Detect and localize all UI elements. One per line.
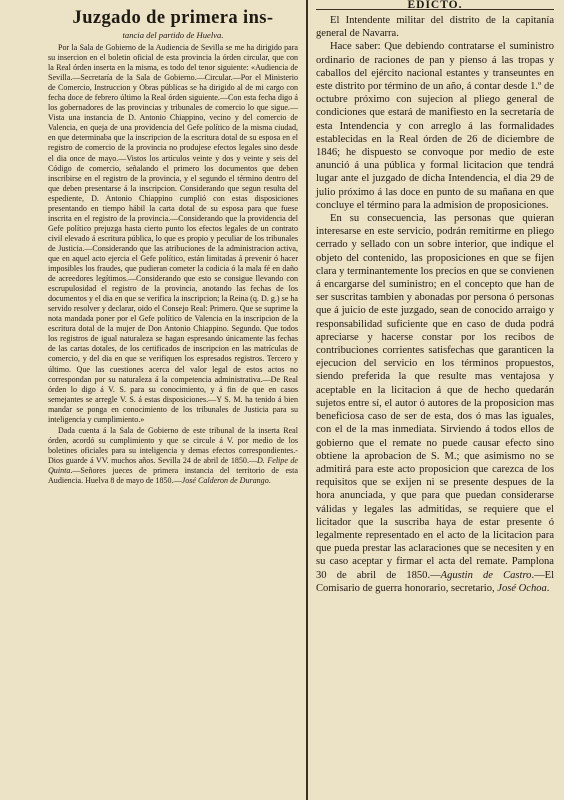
edicto-para-3 — [316, 212, 554, 595]
right-column — [316, 0, 554, 595]
closing-signer-2: José Calderon de Durango — [181, 476, 269, 486]
closing-text-part: Dada cuenta á la Sala de Gobierno de este tribunal de la inserta Real órden, acordó su cumplimiento y que se circule á V. por medio de los boletines oficiales para su inteligencia y demas efectos correspondientes.-Dios guarde á VV. muchos años. Sevilla 24 de abril de 1850.— — [48, 425, 298, 465]
closing-text-tail: .—Señores jueces de primera instancia del territorio de esta Audiencia. Huelva 8 de mayo de 1850.— — [48, 465, 298, 486]
left-subheading: tancia del partido de Huelva. — [122, 30, 224, 40]
edicto-heading: EDICTO. — [407, 0, 463, 11]
edicto-signer: Agustin de Castro — [440, 569, 532, 581]
edicto-sig-end: . — [546, 582, 550, 594]
closing-signer: D. Felipe de Quinta — [48, 455, 298, 475]
left-body-text: Por la Sala de Gobierno de la Audiencia de Sevilla se me ha dirigido para su insercion en el boletin oficial de esta provincia la órden circular, que con la Real órden inserta en la misma, es todo del tenor siguiente: «Audiencia de Sevilla.—Secretaría de la Sala de Gobierno.—Circular.—Por el Ministerio de Comercio, Instruccion y Obras públicas se ha dirigido al de mi cargo con fecha doce de febrero último la Real órden siguiente.—Con esta fecha digo á los gobernadores de las provincias y tribunales de comercio lo que sigue.—Vista una instancia de D. Antonio Chiappino, vecino y del comercio de Valencia, en queja de una providencia del Gefe político de la misma ciudad, en que determinaba que la inscripcion de la escritura dotal de su esposa en el registro de comercio de la provincia no produjese efectos legales sino desde el dia once de mayo.—Vistos los artículos veinte y dos y veinte y seis del Código de comercio, señalando el primero los documentos que deben inscribirse en el registro de la provincia, y el segundo el término dentro del que deben presentarse á la inscripcion. Considerando que segun resulta del espediente, D. Antonio Chiappino cumplió con estas disposiciones presentando en tiempo hábil la carta dotal de su esposa para que fuese inscrita en el registro de la provincia.—Considerando que la providencia del Gefe político prejuzga hasta cierto punto los efectos legales de un contrato civil elevado á escritura pública, lo que es propio y peculiar de los tribunales de Justicia.—Considerando que las atribuciones de la administracion activa, que en aquel acto ejercia el Gefe político, están limitadas á prevenir ó hacer imposibles los fraudes, que pudieran cometer la codicia ó la mala fé en daño de acreedores legítimos.—Considerando que esto se consigue llevando con escrupulosidad el registro de la provincia, anotando las fechas de los documentos y el dia en que se verifica la inscripcion; la Reina (q. D. g.) se ha servido resolver y declarar, oido el Consejo Real: Primero. Que se suprime la nota mandada poner por el Gefe político de Valencia en la inscripcion de la escritura dotal de la mujer de Don Antonio Chiappino. Segundo. Que todos los registros de igual naturaleza se hagan espresando únicamente las fechas de las cartas dotales, de los certificados de inscripcion en las matrículas de comercio, y del dia en que se verifiquen los espresados registros. Tercero y último. Que las cuestiones acerca del valor legal de estos actos no correspondan por su naturaleza á la competencia administrativa.—De Real órden lo digo á V. S. para su conocimiento, y á fin de que en casos semejantes se arregle V. S. á estas disposiciones.—Y S. M. ha tenido á bien mandar se ponga en conocimiento de los tribunales de Justicia para su inteligencia y cumplimiento.» — [48, 43, 298, 424]
edicto-sig-mid: .—El Comisario de guerra honorario, secretario, — [316, 569, 554, 594]
column-divider — [306, 0, 308, 800]
edicto-sig-prefix: — — [430, 569, 441, 581]
left-column — [48, 6, 298, 486]
edicto-para-3-text: En su consecuencia, las personas que quieran interesarse en este servicio, podrán remitirme en pliego cerrado y sellado con un sobre interior, que indique el objeto del contenido, las proposiciones en que se fijen clara y terminantemente los precios en que se convienen á encargarse del suministro; en el concepto que han de ser suscritas tambien y abonadas por persona ó personas que á juicio de este juzgado, sean de conocido arraigo y responsabilidad suficiente que en caso de duda podrá apreciarse y hacerse constar por los recibos de contribuciones corrientes satisfechas que garanticen la ejecucion del servicio en los términos propuestos, siendo preferida la que resulte mas ventajosa y aceptable en la licitacion á que de hecho quedarán sujetos entre sí, el autor ó autores de la proposicion mas beneficiosa caso de ser de esta, dos ó mas las iguales, con el de la mas inmediata. Sirviendo á todos ellos de gobierno que el remate no puede causar efecto sino obtiene la aprobacion de S. M.; que asimismo no se admitirá para este acto proposicion que carezca de los requisitos que se exijen ni se presente despues de la hora anunciada, y que para que puedan considerarse válidas y legales las admitidas, se requiere que el licitador que la suscriba haya de estar presente ó legalmente representado en el acto de la licitacion para que pueda prestar las aclaraciones que se necesiten y en su caso aceptar y firmar el acta del remate. Pamplona 30 de abril de 1850. — [316, 213, 554, 581]
edicto-signer-2: José Ochoa — [497, 582, 547, 594]
edicto-para-1: El Intendente militar del distrito de la capitanía general de Navarra. — [316, 15, 554, 40]
closing-end: . — [268, 476, 271, 486]
left-closing-text — [48, 426, 298, 486]
edicto-para-2: Hace saber: Que debiendo contratarse el suministro ordinario de raciones de pan y pienso á las tropas y caballos del ejército nacional estantes y transeuntes en este distrito por término de un año, á contar desde 1.º de octubre próximo con sujecion al pliego general de condiciones que estará de manifiesto en la secretaría de esta Intendencia y con arreglo á las formalidades establecidas en la Real órden de 26 de diciembre de 1846; he dispuesto se convoque por medio de este anunció á una pública y formal licitacion que tendrá lugar ante el juzgado de dicha Intendencia, el dia 29 de julio próximo á las doce en punto de su mañana en que concluye el término para la admision de proposiciones. — [316, 41, 554, 211]
left-heading: Juzgado de primera ins- — [72, 8, 274, 28]
